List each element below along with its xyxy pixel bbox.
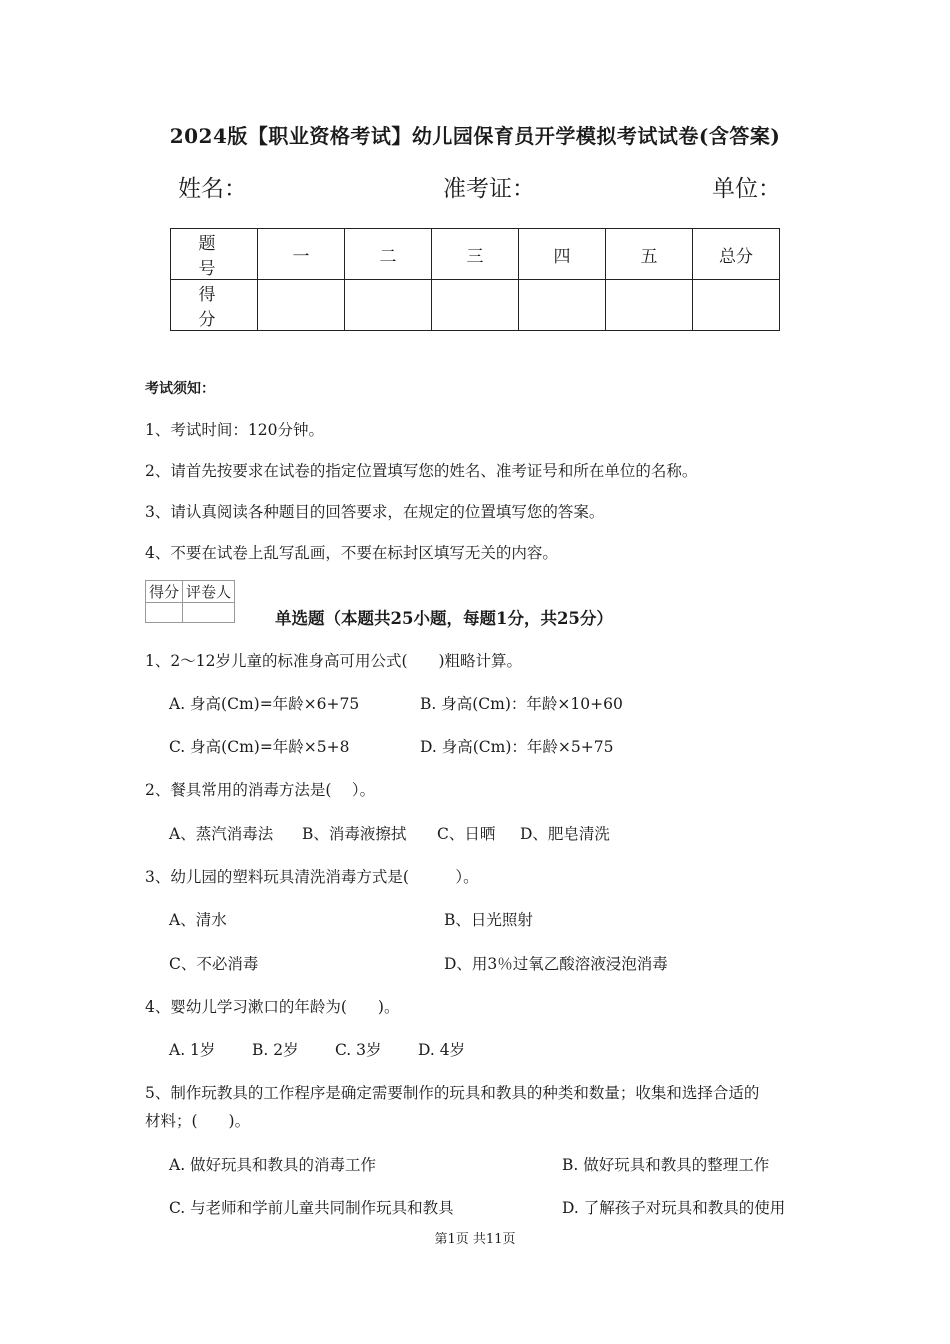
section-title: 单选题（本题共25小题，每题1分，共25分） (275, 609, 613, 628)
question-stem: 3、幼儿园的塑料玩具清洗消毒方式是( ）。 (145, 868, 479, 886)
question-stem: 1、2～12岁儿童的标准身高可用公式( )粗略计算。 (145, 652, 523, 670)
score-header-3: 三 (432, 229, 519, 280)
score-cell-3[interactable] (432, 280, 519, 331)
question-option[interactable]: D. 身高(Cm)：年龄×5+75 (420, 738, 614, 756)
unit-field-label: 单位： (712, 176, 781, 202)
question-option[interactable]: B. 做好玩具和教具的整理工作 (562, 1156, 770, 1174)
question-option[interactable]: C. 身高(Cm)=年龄×5+8 (169, 738, 350, 756)
notice-heading: 考试须知： (145, 381, 215, 397)
question-option[interactable]: D. 了解孩子对玩具和教具的使用 (562, 1199, 786, 1217)
question-option[interactable]: A. 做好玩具和教具的消毒工作 (169, 1156, 377, 1174)
question-option[interactable]: A. 1岁 (169, 1041, 216, 1059)
grader-name-cell[interactable] (183, 603, 235, 623)
page-footer: 第1页 共11页 (434, 1232, 516, 1247)
question-option[interactable]: C. 3岁 (335, 1041, 382, 1059)
score-row-label: 得 分 (171, 280, 258, 331)
question-option[interactable]: A、清水 (169, 911, 227, 929)
question-option[interactable]: A. 身高(Cm)=年龄×6+75 (169, 695, 360, 713)
grader-score-cell[interactable] (146, 603, 183, 623)
score-cell-total[interactable] (693, 280, 780, 331)
score-table-header-row (171, 229, 780, 280)
question-option[interactable]: C、不必消毒 (169, 955, 259, 973)
name-field-label: 姓名： (178, 176, 247, 202)
question-stem-continued: 材料；( )。 (145, 1112, 251, 1130)
question-stem: 4、婴幼儿学习漱口的年龄为( )。 (145, 998, 400, 1016)
grader-name-label: 评卷人 (183, 581, 235, 603)
question-stem: 2、餐具常用的消毒方法是( ）。 (145, 781, 376, 799)
score-header-2: 二 (345, 229, 432, 280)
score-cell-1[interactable] (258, 280, 345, 331)
notice-item: 3、请认真阅读各种题目的回答要求，在规定的位置填写您的答案。 (145, 503, 605, 521)
question-option[interactable]: B、消毒液擦拭 (302, 825, 407, 843)
score-table-score-row (171, 280, 780, 331)
notice-item: 1、考试时间：120分钟。 (145, 421, 324, 439)
notice-item: 2、请首先按要求在试卷的指定位置填写您的姓名、准考证号和所在单位的名称。 (145, 462, 698, 480)
question-option[interactable]: D. 4岁 (418, 1041, 466, 1059)
score-table (170, 228, 780, 331)
question-option[interactable]: D、肥皂清洗 (520, 825, 610, 843)
notice-item: 4、不要在试卷上乱写乱画，不要在标封区填写无关的内容。 (145, 544, 558, 562)
grader-score-label: 得分 (146, 581, 183, 603)
score-header-4: 四 (519, 229, 606, 280)
question-option[interactable]: A、蒸汽消毒法 (169, 825, 274, 843)
score-header-5: 五 (606, 229, 693, 280)
question-option[interactable]: C. 与老师和学前儿童共同制作玩具和教具 (169, 1199, 454, 1217)
score-header-label: 题 号 (171, 229, 258, 280)
exam-title: 2024版【职业资格考试】幼儿园保育员开学模拟考试试卷(含答案) (169, 124, 781, 148)
score-header-1: 一 (258, 229, 345, 280)
ticket-field-label: 准考证： (443, 176, 535, 202)
score-header-total: 总分 (693, 229, 780, 280)
question-option[interactable]: D、用3％过氧乙酸溶液浸泡消毒 (444, 955, 668, 973)
question-stem: 5、制作玩教具的工作程序是确定需要制作的玩具和教具的种类和数量；收集和选择合适的 (145, 1084, 760, 1102)
question-option[interactable]: C、日晒 (437, 825, 496, 843)
score-cell-5[interactable] (606, 280, 693, 331)
score-cell-4[interactable] (519, 280, 606, 331)
question-option[interactable]: B. 身高(Cm)：年龄×10+60 (420, 695, 623, 713)
question-option[interactable]: B、日光照射 (444, 911, 533, 929)
grader-box (145, 580, 235, 623)
question-option[interactable]: B. 2岁 (252, 1041, 299, 1059)
score-cell-2[interactable] (345, 280, 432, 331)
